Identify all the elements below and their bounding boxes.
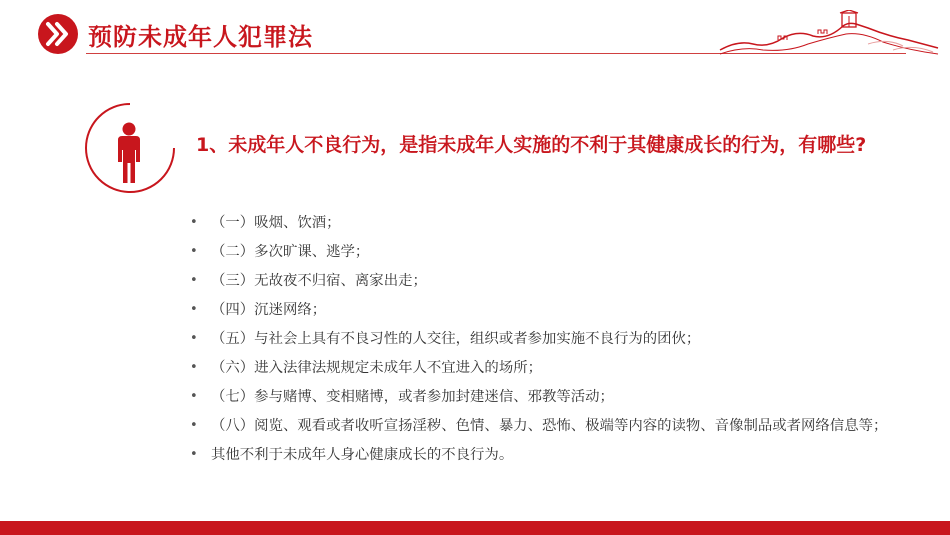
list-item: • （一）吸烟、饮酒； <box>190 212 890 234</box>
behavior-list <box>190 212 890 473</box>
list-item: • （四）沉迷网络； <box>190 299 890 321</box>
bullet-icon: • <box>190 447 198 462</box>
list-item: • （八）阅览、观看或者收听宣扬淫秽、色情、暴力、恐怖、极端等内容的读物、音像制品或者网络信息等； <box>190 415 890 437</box>
question-heading: 1、未成年人不良行为，是指未成年人实施的不利于其健康成长的行为，有哪些? <box>196 134 867 156</box>
bullet-icon: • <box>190 360 198 375</box>
list-item: • （七）参与赌博、变相赌博，或者参加封建迷信、邪教等活动； <box>190 386 890 408</box>
page-title: 预防未成年人犯罪法 <box>88 23 313 51</box>
person-icon <box>82 100 178 196</box>
bullet-icon: • <box>190 418 198 433</box>
bullet-icon: • <box>190 389 198 404</box>
double-chevron-icon <box>38 14 78 54</box>
bullet-icon: • <box>190 331 198 346</box>
list-item: • （二）多次旷课、逃学； <box>190 241 890 263</box>
bullet-icon: • <box>190 302 198 317</box>
list-item: • 其他不利于未成年人身心健康成长的不良行为。 <box>190 444 890 466</box>
footer-bar <box>0 521 950 535</box>
bullet-icon: • <box>190 273 198 288</box>
list-item: • （五）与社会上具有不良习性的人交往，组织或者参加实施不良行为的团伙； <box>190 328 890 350</box>
bullet-icon: • <box>190 244 198 259</box>
list-item: • （六）进入法律法规规定未成年人不宜进入的场所； <box>190 357 890 379</box>
great-wall-icon <box>718 10 940 58</box>
list-item: • （三）无故夜不归宿、离家出走； <box>190 270 890 292</box>
bullet-icon: • <box>190 215 198 230</box>
